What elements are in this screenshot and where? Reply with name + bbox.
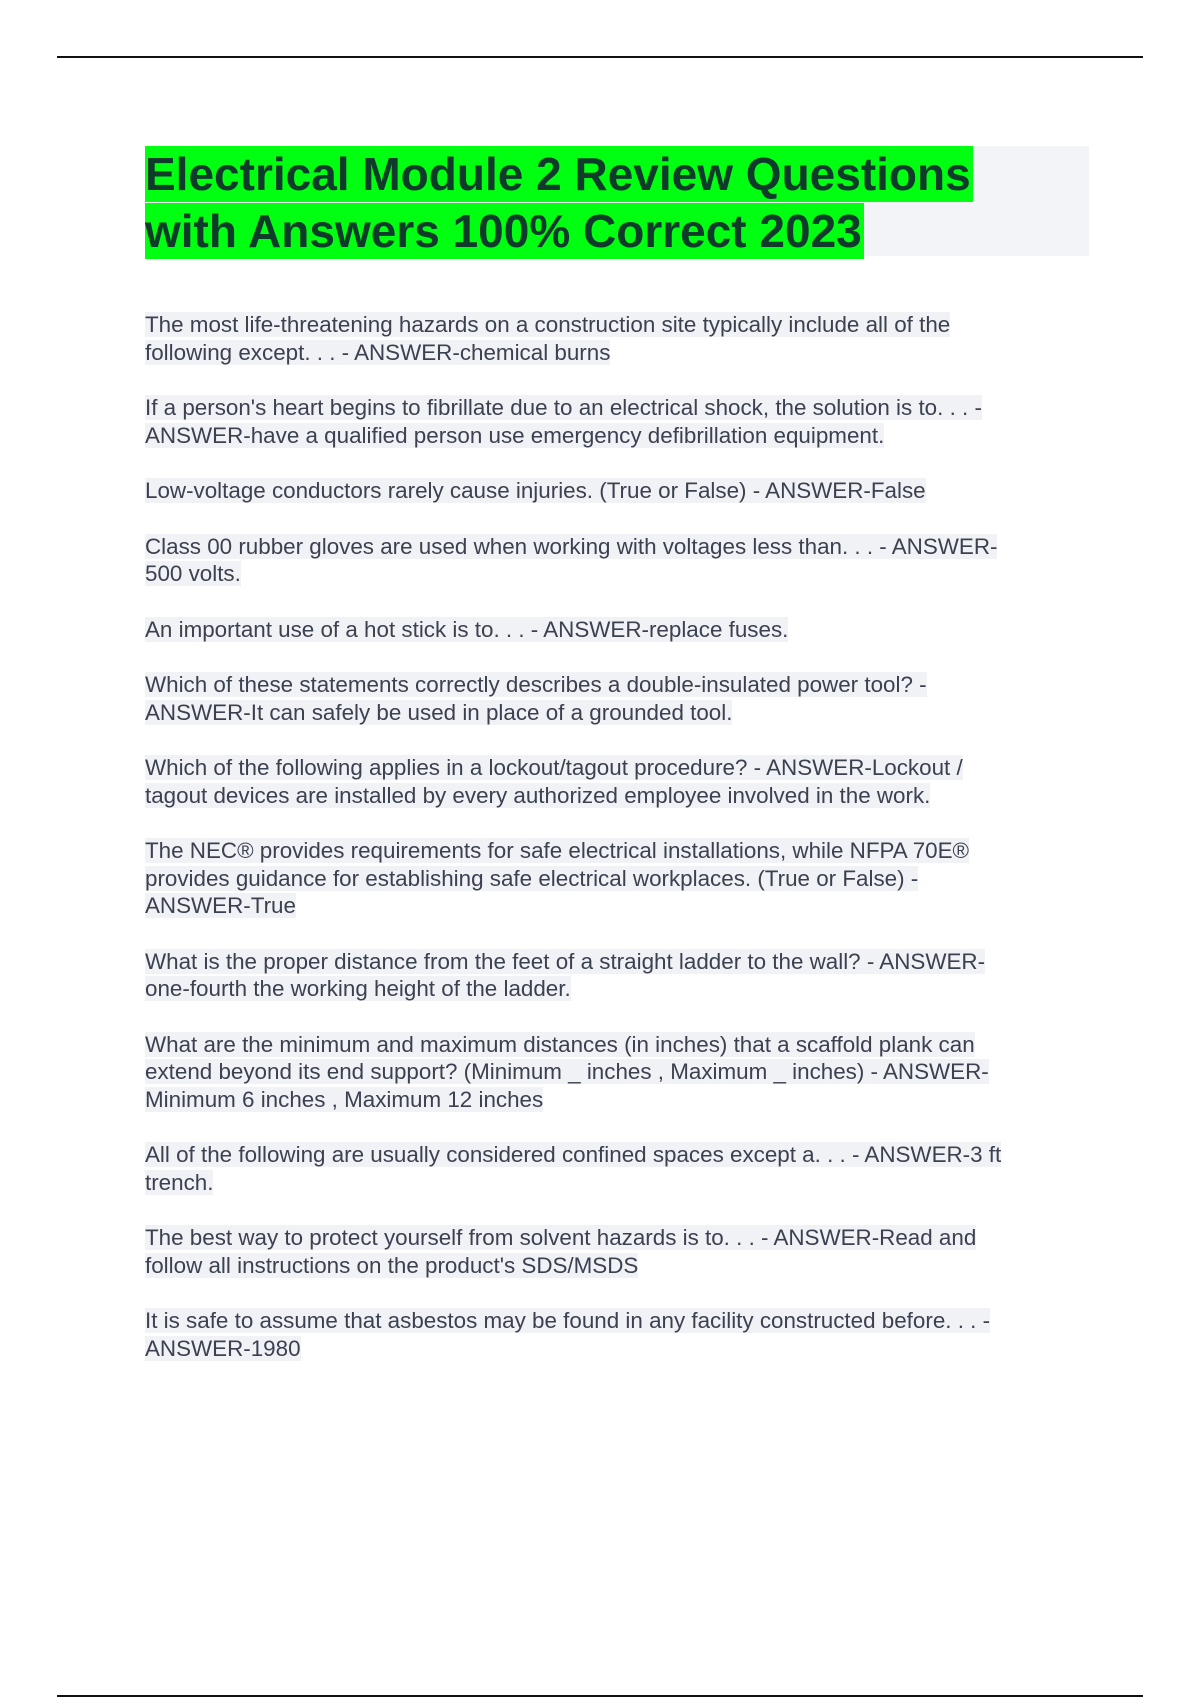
text-line-content: What are the minimum and maximum distances (in inches) that a scaffold plank can xyxy=(145,1031,975,1057)
text-line-content: provides guidance for establishing safe electrical workplaces. (True or False) - xyxy=(145,865,919,891)
text-line-content: tagout devices are installed by every authorized employee involved in the work. xyxy=(145,782,931,808)
text-line xyxy=(145,616,1085,644)
text-line xyxy=(145,699,1085,727)
text-line xyxy=(145,477,1085,505)
text-line-content: An important use of a hot stick is to. . . - ANSWER-replace fuses. xyxy=(145,616,789,642)
question-answer-item xyxy=(145,1031,1085,1114)
question-answer-item xyxy=(145,616,1085,644)
text-line xyxy=(145,975,1085,1003)
text-line xyxy=(145,782,1085,810)
text-line-content: 500 volts. xyxy=(145,561,241,586)
question-answer-list xyxy=(145,311,1085,1390)
text-line-content: It is safe to assume that asbestos may be found in any facility constructed before. . . - xyxy=(145,1308,991,1333)
question-answer-item xyxy=(145,311,1085,366)
question-answer-item xyxy=(145,394,1085,449)
text-line xyxy=(145,892,1085,920)
text-line-content: ANSWER-It can safely be used in place of a grounded tool. xyxy=(145,699,733,725)
text-line-content: What is the proper distance from the feet of a straight ladder to the wall? - ANSWER- xyxy=(145,948,986,974)
text-line xyxy=(145,1307,1085,1335)
text-line-content: extend beyond its end support? (Minimum _ inches , Maximum _ inches) - ANSWER- xyxy=(145,1059,989,1084)
text-line-content: ANSWER-have a qualified person use emergency defibrillation equipment. xyxy=(145,422,885,448)
text-line-content: following except. . . - ANSWER-chemical burns xyxy=(145,339,611,365)
question-answer-item xyxy=(145,837,1085,920)
question-answer-item xyxy=(145,948,1085,1003)
question-answer-item xyxy=(145,1141,1085,1196)
text-line xyxy=(145,1335,1085,1363)
text-line-content: Which of the following applies in a lockout/tagout procedure? - ANSWER-Lockout / xyxy=(145,755,963,780)
title-line: Electrical Module 2 Review Questions xyxy=(145,148,971,200)
text-line-content: The most life-threatening hazards on a construction site typically include all of the xyxy=(145,312,951,337)
text-line xyxy=(145,311,1085,339)
text-line-content: Low-voltage conductors rarely cause injuries. (True or False) - ANSWER-False xyxy=(145,478,926,503)
bottom-rule xyxy=(57,1695,1143,1697)
text-line xyxy=(145,422,1085,450)
text-line xyxy=(145,865,1085,893)
text-line xyxy=(145,394,1085,422)
text-line xyxy=(145,560,1085,588)
question-answer-item xyxy=(145,533,1085,588)
text-line xyxy=(145,1086,1085,1114)
title-line: with Answers 100% Correct 2023 xyxy=(145,205,862,257)
question-answer-item xyxy=(145,1224,1085,1279)
text-line xyxy=(145,1252,1085,1280)
top-rule xyxy=(57,56,1143,58)
question-answer-item xyxy=(145,754,1085,809)
text-line xyxy=(145,1169,1085,1197)
text-line xyxy=(145,533,1085,561)
question-answer-item xyxy=(145,1307,1085,1362)
document-title xyxy=(145,146,1089,256)
question-answer-item xyxy=(145,477,1085,505)
text-line xyxy=(145,671,1085,699)
text-line-content: Which of these statements correctly describes a double-insulated power tool? - xyxy=(145,672,927,697)
text-line-content: If a person's heart begins to fibrillate due to an electrical shock, the solution is to. . . - xyxy=(145,395,982,420)
text-line-content: ANSWER-1980 xyxy=(145,1335,301,1361)
text-line-content: Minimum 6 inches , Maximum 12 inches xyxy=(145,1086,544,1112)
text-line-content: follow all instructions on the product's SDS/MSDS xyxy=(145,1252,639,1278)
text-line xyxy=(145,1031,1085,1059)
text-line-content: ANSWER-True xyxy=(145,893,296,918)
text-line-content: The NEC® provides requirements for safe electrical installations, while NFPA 70E® xyxy=(145,838,970,863)
text-line-content: one-fourth the working height of the ladder. xyxy=(145,976,571,1001)
text-line xyxy=(145,837,1085,865)
text-line xyxy=(145,1141,1085,1169)
text-line xyxy=(145,339,1085,367)
text-line xyxy=(145,754,1085,782)
text-line xyxy=(145,1224,1085,1252)
question-answer-item xyxy=(145,671,1085,726)
text-line xyxy=(145,1058,1085,1086)
text-line xyxy=(145,948,1085,976)
text-line-content: trench. xyxy=(145,1169,214,1195)
text-line-content: Class 00 rubber gloves are used when working with voltages less than. . . - ANSWER- xyxy=(145,533,998,559)
text-line-content: All of the following are usually considered confined spaces except a. . . - ANSWER-3 ft xyxy=(145,1142,1002,1167)
text-line-content: The best way to protect yourself from solvent hazards is to. . . - ANSWER-Read and xyxy=(145,1225,977,1250)
